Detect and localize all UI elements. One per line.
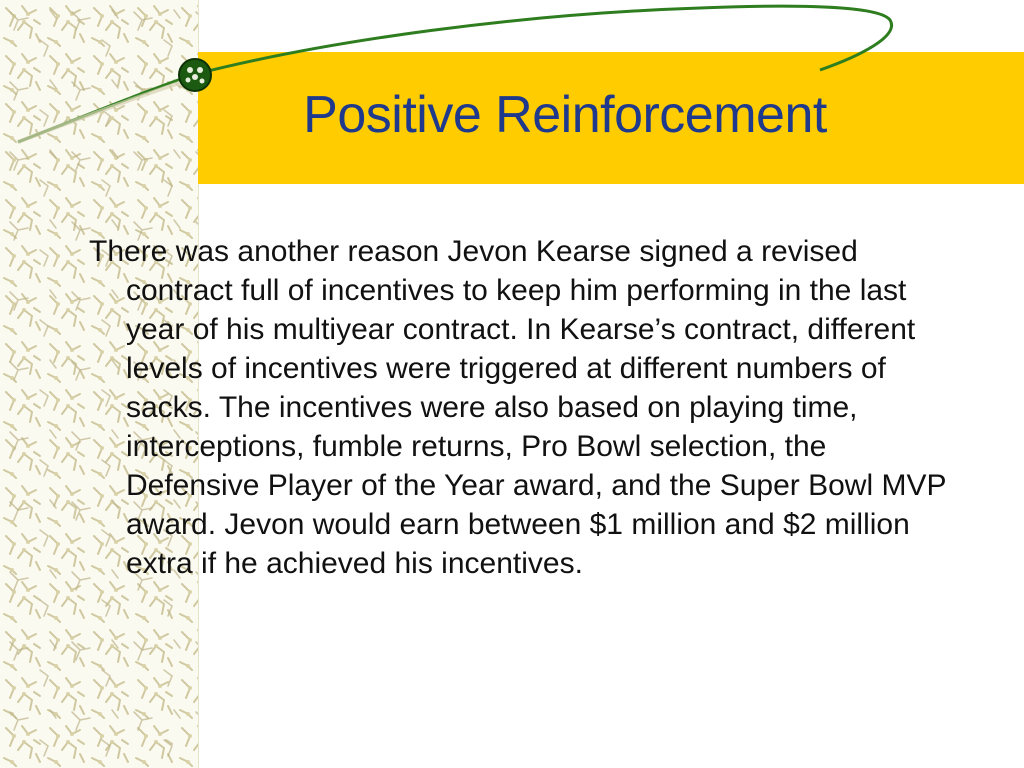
slide-body — [89, 232, 946, 583]
slide-title: Positive Reinforcement — [303, 86, 827, 144]
body-paragraph: There was another reason Jevon Kearse signed a revised contract full of incentives to keep him performing in the last year of his multiyear contract. In Kearse’s contract, different levels of incentives were triggered at different numbers of sacks. The incentives were also based on playing time, interceptions, fumble returns, Pro Bowl selection, the Defensive Player of the Year award, and the Super Bowl MVP award. Jevon would earn between $1 million and $2 million extra if he achieved his incentives. — [89, 235, 946, 580]
